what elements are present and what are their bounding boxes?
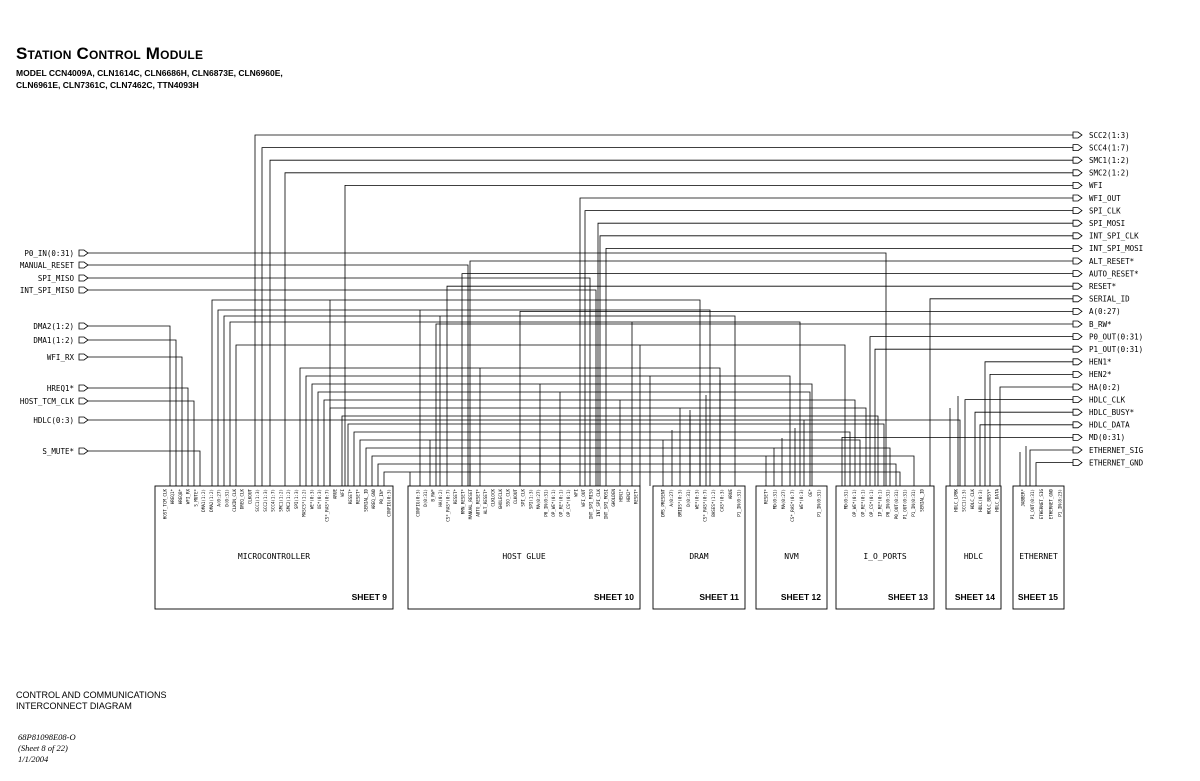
- wire: [985, 362, 1073, 486]
- left-signal-spi-miso: [38, 274, 88, 283]
- wire: [842, 437, 1073, 486]
- wire: [88, 340, 176, 486]
- wire: [930, 299, 1073, 486]
- signal-label: WFI: [1089, 181, 1103, 191]
- signal-label: DMA1(1:2): [33, 335, 74, 345]
- wire: [580, 198, 1073, 486]
- wire: [312, 384, 812, 486]
- wire: [88, 326, 170, 486]
- right-signal-p1-out-0-31: [1073, 345, 1143, 354]
- wire: [360, 440, 860, 486]
- block-nvm: [756, 486, 827, 609]
- doc-sheet: (Sheet 8 of 22): [18, 743, 68, 753]
- pin-label: MASCS*(1:2): [301, 489, 307, 517]
- offpage-connector-icon: [79, 417, 88, 423]
- signal-label: INT_SPI_MOSI: [1089, 244, 1144, 254]
- block-name: ETHERNET: [1019, 552, 1058, 561]
- left-signal-hreq1: [47, 384, 88, 393]
- wire: [88, 265, 468, 486]
- right-signal-alt-reset: [1073, 257, 1134, 266]
- wire: [88, 420, 960, 486]
- pin-label: P0_OUT(0:31): [894, 489, 900, 520]
- right-signal-smc2-1-2: [1073, 169, 1130, 178]
- pin-label: HDLC_DATA: [994, 489, 1000, 512]
- pin-label: MD(0:31): [843, 489, 849, 510]
- offpage-connector-icon: [1073, 434, 1082, 440]
- offpage-connector-icon: [1073, 447, 1082, 453]
- left-connector-layer: [20, 249, 88, 456]
- pin-label: RESET*: [355, 489, 361, 505]
- pin-label: P1_OUT(0:31): [902, 489, 908, 520]
- offpage-connector-icon: [1073, 170, 1082, 176]
- pin-label: AUTO_RESET*: [475, 489, 481, 517]
- pin-label: CS*_RAS*(0:7): [702, 489, 708, 522]
- right-signal-b-rw: [1073, 320, 1112, 329]
- pin-label: HDLC_CLK: [969, 489, 975, 510]
- caption-line-1: CONTROL AND COMMUNICATIONS: [16, 690, 167, 700]
- wire: [470, 261, 1073, 486]
- pin-label: HREQ1*: [170, 489, 176, 505]
- pin-label: WFI: [340, 489, 346, 497]
- right-signal-hdlc-data: [1073, 421, 1130, 430]
- right-signal-spi-mosi: [1073, 219, 1125, 228]
- offpage-connector-icon: [1073, 157, 1082, 163]
- block-layer: [155, 486, 1064, 609]
- signal-label: HDLC_BUSY*: [1089, 408, 1135, 417]
- signal-label: AUTO_RESET*: [1089, 269, 1139, 279]
- wire: [218, 310, 710, 486]
- pin-label: OP_CS*(0:1): [565, 489, 571, 517]
- pin-label: CONFIG(0:3): [386, 489, 392, 517]
- pin-label: MANUAL_RESET: [468, 489, 474, 520]
- offpage-connector-icon: [1073, 283, 1082, 289]
- wire: [990, 374, 1073, 486]
- pin-label: CS*_RAS*(0:7): [324, 489, 330, 522]
- wire: [324, 400, 855, 486]
- pin-label: GHOLECLK: [498, 489, 504, 510]
- signal-label: SERIAL_ID: [1089, 294, 1130, 304]
- sheet-label: SHEET 12: [780, 592, 821, 602]
- wire: [1000, 387, 1073, 486]
- pin-label: INT_SPI_CLK: [595, 489, 601, 517]
- signal-label: WFI_OUT: [1089, 193, 1121, 203]
- left-signal-manual-reset: [20, 261, 88, 270]
- pin-label: CLKLOCK: [490, 489, 496, 507]
- signal-label: S_MUTE*: [42, 446, 74, 456]
- offpage-connector-icon: [1073, 346, 1082, 352]
- signal-label: SPI_MOSI: [1089, 219, 1126, 228]
- pin-label: SCC4(1:7): [270, 489, 276, 512]
- block-ethernet: [1013, 486, 1064, 609]
- right-signal-a-0-27: [1073, 307, 1121, 316]
- block-name: HOST GLUE: [502, 552, 546, 561]
- wire: [372, 456, 914, 486]
- wire: [378, 464, 896, 486]
- offpage-connector-icon: [1073, 208, 1082, 214]
- offpage-connector-icon: [1073, 182, 1082, 188]
- left-signal-host-tcm-clk: [20, 397, 88, 406]
- pin-label: P1_OUT(0:31): [1029, 489, 1035, 520]
- pin-label: CLKOUT: [247, 489, 253, 505]
- sheet-label: SHEET 14: [954, 592, 995, 602]
- signal-label: SCC4(1:7): [1089, 143, 1130, 153]
- wire: [88, 388, 188, 486]
- offpage-connector-icon: [1073, 422, 1082, 428]
- signal-label: SPI_CLK: [1089, 206, 1121, 216]
- block-dram: [653, 486, 745, 609]
- pin-label: SMC1(1:2): [278, 489, 284, 512]
- pin-label: CS*_RAS*(0:7): [790, 489, 796, 522]
- offpage-connector-icon: [1073, 321, 1082, 327]
- pin-label: SCC1(1:3): [255, 489, 261, 512]
- model-list-line-1: MODEL CCN4009A, CLN1614C, CLN6686H, CLN6873E, CLN6960E,: [16, 68, 283, 78]
- pin-label: OP_WE*(0:1): [851, 489, 857, 517]
- pin-label: P0_IN(0:31): [543, 489, 549, 517]
- pin-label: WE*(0:3): [799, 489, 804, 510]
- pin-label: DMA2(1:2): [208, 489, 214, 512]
- left-signal-wfi-rx: [47, 353, 88, 362]
- right-signal-hen2: [1073, 370, 1112, 379]
- offpage-connector-icon: [79, 323, 88, 329]
- left-signal-p0-in-0-31: [24, 249, 88, 258]
- block-name: I_O_PORTS: [863, 552, 907, 561]
- pin-label: SERIAL_ID: [919, 489, 925, 512]
- pin-label: P0_IN*: [378, 489, 384, 505]
- wire: [300, 368, 720, 486]
- offpage-connector-icon: [1073, 145, 1082, 151]
- signal-label: SMC2(1:2): [1089, 168, 1130, 178]
- offpage-connector-icon: [79, 354, 88, 360]
- sheet-label: SHEET 11: [699, 592, 739, 602]
- signal-label: B_RW*: [1089, 319, 1112, 329]
- signal-label: DMA2(1:2): [33, 321, 74, 331]
- signal-label: HEN1*: [1089, 357, 1112, 367]
- offpage-connector-icon: [1073, 271, 1082, 277]
- wire: [88, 401, 194, 486]
- pin-label: INT_SPI_MISO: [588, 489, 594, 520]
- pin-label: HDLC(0:3): [978, 489, 984, 512]
- pin-label: RESET*: [633, 489, 639, 505]
- pin-label: P1_IN(0:31): [816, 489, 822, 517]
- wire: [462, 274, 1073, 486]
- wire: [1030, 450, 1073, 486]
- pin-label: MD(0:31): [772, 489, 778, 510]
- block-i-o-ports: [836, 486, 934, 609]
- pin-label: WFI: [573, 489, 579, 497]
- block-name: DRAM: [689, 552, 709, 561]
- offpage-connector-icon: [1073, 460, 1082, 466]
- sheet-label: SHEET 15: [1017, 592, 1058, 602]
- wire: [345, 185, 1073, 486]
- pin-label: HEN1*: [618, 489, 624, 502]
- pin-label: RESET*: [347, 489, 353, 505]
- block-name: NVM: [784, 552, 799, 561]
- offpage-connector-icon: [79, 262, 88, 268]
- pin-label: HOST_TCM_CLK: [162, 489, 168, 520]
- pin-label: S_MUTE*: [193, 489, 199, 507]
- pin-label: WFI_RX: [185, 489, 191, 505]
- pin-label: IP_RE*(0:1): [877, 489, 883, 517]
- pin-label: CS*_RAS*(0:7): [445, 489, 451, 522]
- right-signal-hen1: [1073, 358, 1112, 367]
- pin-label: D(0:31): [224, 489, 230, 507]
- right-signal-scc2-1-3: [1073, 131, 1130, 140]
- left-signal-dma2-1-2: [33, 322, 88, 331]
- wire: [875, 349, 1073, 486]
- pin-label: P1_IN(8:23): [1057, 489, 1063, 517]
- right-signal-wfi-out: [1073, 194, 1121, 203]
- right-signal-int-spi-clk: [1073, 232, 1139, 241]
- pin-label: OP_RE*(0:1): [558, 489, 564, 517]
- pin-label: SCC1(1:3): [961, 489, 967, 512]
- offpage-connector-icon: [79, 385, 88, 391]
- wire: [436, 324, 1073, 486]
- pin-label: HDLC_LPBK: [953, 489, 959, 512]
- right-signal-scc4-1-7: [1073, 143, 1130, 152]
- pin-label: P1_IN(0:31): [736, 489, 742, 517]
- right-signal-wfi: [1073, 181, 1103, 190]
- right-signal-auto-reset: [1073, 269, 1139, 278]
- pin-label: ARUE: [728, 489, 734, 500]
- wire: [88, 451, 200, 486]
- offpage-connector-icon: [1073, 220, 1082, 226]
- pin-label: DREQ_CLK: [239, 489, 245, 510]
- doc-number: 68P81098E08-O: [18, 732, 76, 742]
- pin-label: WE*(0:3): [309, 489, 315, 510]
- wire: [980, 425, 1073, 486]
- pin-label: CLKOUT: [513, 489, 519, 505]
- model-list-line-2: CLN6961E, CLN7361C, CLN7462C, TTN4093H: [16, 80, 199, 90]
- pin-label: WE*(0:3): [694, 489, 700, 510]
- signal-label: P0_OUT(0:31): [1089, 332, 1144, 342]
- pin-label: OP_RE*(0:1): [860, 489, 866, 517]
- wire: [606, 248, 1073, 486]
- pin-label: OE*(0:3): [317, 489, 322, 510]
- pin-label: HDLC_BUSY*: [986, 489, 992, 515]
- signal-label: ALT_RESET*: [1089, 256, 1135, 266]
- right-signal-int-spi-mosi: [1073, 244, 1143, 253]
- signal-label: HDLC_DATA: [1089, 420, 1130, 430]
- pin-label: HA(0:2): [438, 489, 444, 507]
- pin-label: SCC2(1:3): [262, 489, 268, 512]
- pin-label: D(0:31): [423, 489, 428, 507]
- pin-label: ETHERNET_GND: [1048, 489, 1054, 520]
- pin-label: CLKIN_CLK: [232, 489, 237, 512]
- pin-label: ARUE: [332, 489, 338, 500]
- offpage-connector-icon: [79, 448, 88, 454]
- pin-label: SERIAL_ID: [363, 489, 369, 512]
- pin-label: WFI_OUT: [580, 489, 586, 507]
- right-connector-layer: [1073, 131, 1144, 468]
- pin-label: OP_WE*(0:1): [550, 489, 556, 517]
- pin-label: JABBER*: [1020, 489, 1026, 507]
- signal-label: HDLC_CLK: [1089, 395, 1126, 405]
- diagram-caption: [16, 690, 216, 712]
- signal-label: HDLC(0:3): [33, 415, 74, 425]
- pin-label: A(0:27): [216, 489, 222, 507]
- offpage-connector-icon: [1073, 359, 1082, 365]
- offpage-connector-icon: [1073, 296, 1082, 302]
- pin-label: MA(0:27): [535, 489, 541, 510]
- pin-label: RESET*: [453, 489, 459, 505]
- offpage-connector-icon: [1073, 384, 1082, 390]
- signal-label: HA(0:2): [1089, 382, 1121, 392]
- offpage-connector-icon: [1073, 397, 1082, 403]
- sheet-label: SHEET 10: [593, 592, 634, 602]
- right-signal-ha-0-2: [1073, 383, 1121, 392]
- right-signal-md-0-31: [1073, 433, 1125, 442]
- pin-label: MA(0:27): [781, 489, 787, 510]
- pin-label: ALT_RESET*: [483, 489, 489, 515]
- pin-label: AREQ_GND: [371, 489, 377, 510]
- pin-label: ETHERNET_SIG: [1039, 489, 1044, 520]
- offpage-connector-icon: [1073, 195, 1082, 201]
- right-signal-hdlc-clk: [1073, 395, 1126, 404]
- sheet-label: SHEET 13: [887, 592, 928, 602]
- block-name: MICROCONTROLLER: [237, 552, 311, 561]
- left-signal-int-spi-miso: [20, 286, 88, 295]
- wire: [236, 345, 845, 486]
- left-signal-s-mute: [42, 447, 88, 456]
- wire: [88, 253, 886, 486]
- offpage-connector-icon: [1073, 334, 1082, 340]
- wire: [598, 223, 1073, 486]
- pin-label: B_RW*: [430, 489, 436, 502]
- wire: [1036, 463, 1073, 486]
- pin-label: D(0:31): [685, 489, 691, 507]
- pin-label: GHOLDEN: [610, 489, 616, 507]
- offpage-connector-icon: [1073, 308, 1082, 314]
- signal-label: MD(0:31): [1089, 433, 1126, 443]
- offpage-connector-icon: [1073, 258, 1082, 264]
- right-signal-ethernet-gnd: [1073, 458, 1144, 467]
- wire: [870, 337, 1073, 486]
- signal-label: ETHERNET_GND: [1089, 458, 1144, 468]
- pin-label: HREQB*: [177, 489, 183, 505]
- offpage-connector-icon: [79, 275, 88, 281]
- pin-label: OP_CS*(0:1): [868, 489, 874, 517]
- right-signal-p0-out-0-31: [1073, 332, 1143, 341]
- left-signal-hdlc-0-3: [33, 416, 88, 425]
- block-name: HDLC: [963, 552, 984, 561]
- right-signal-spi-clk: [1073, 206, 1121, 215]
- offpage-connector-icon: [79, 337, 88, 343]
- sheet-label: SHEET 9: [351, 592, 387, 602]
- offpage-connector-icon: [79, 398, 88, 404]
- pin-label: CONFIG(0:3): [415, 489, 421, 517]
- pin-label: OE*: [807, 489, 813, 497]
- pin-label: BASES*(1:2): [711, 489, 717, 517]
- offpage-connector-icon: [79, 287, 88, 293]
- block-hdlc: [946, 486, 1001, 609]
- block-microcontroller: [155, 486, 393, 609]
- diagram-title: Station Control Module: [16, 44, 204, 63]
- signal-label: SPI_MISO: [37, 273, 74, 283]
- offpage-connector-icon: [1073, 409, 1082, 415]
- wire: [342, 416, 878, 486]
- offpage-connector-icon: [1073, 371, 1082, 377]
- pin-label: P1_IN(0:31): [911, 489, 917, 517]
- pin-label: A(0:27): [668, 489, 674, 507]
- pin-label: INT_SPI_MOSI: [603, 489, 609, 520]
- offpage-connector-icon: [1073, 233, 1082, 239]
- block-host-glue: [408, 486, 640, 609]
- signal-label: INT_SPI_MISO: [19, 285, 74, 295]
- signal-label: RESET*: [1089, 282, 1117, 291]
- signal-label: HOST_TCM_CLK: [19, 396, 74, 406]
- wire: [224, 316, 735, 486]
- wire-layer: [88, 135, 1073, 486]
- caption-line-2: INTERCONNECT DIAGRAM: [16, 701, 132, 711]
- pin-label: BMIDS*(0:3): [677, 489, 683, 517]
- signal-label: WFI_RX: [46, 352, 74, 362]
- signal-label: MANUAL_RESET: [19, 260, 74, 270]
- pin-label: DMA1(1:2): [201, 489, 207, 512]
- signal-label: HREQ1*: [46, 383, 74, 393]
- pin-label: DMS_PRESENT: [660, 489, 666, 517]
- signal-label: INT_SPI_CLK: [1089, 231, 1139, 241]
- document-reference: [18, 732, 76, 765]
- right-signal-ethernet-sig: [1073, 446, 1144, 455]
- pin-label: HEN2*: [626, 489, 631, 502]
- pin-label: RMN_RESET*: [460, 489, 466, 515]
- wire: [366, 448, 890, 486]
- pin-label: SMC2(1:2): [286, 489, 292, 512]
- right-signal-reset: [1073, 282, 1116, 291]
- signal-label: SMC1(1:2): [1089, 156, 1130, 165]
- right-signal-hdlc-busy: [1073, 408, 1134, 417]
- signal-label: SCC2(1:3): [1089, 130, 1130, 140]
- wire: [384, 472, 900, 486]
- wire: [88, 278, 590, 486]
- signal-label: ETHERNET_SIG: [1089, 445, 1144, 455]
- signal-label: HEN2*: [1089, 370, 1112, 380]
- signal-label: P0_IN(0:31): [24, 248, 74, 258]
- right-signal-serial-id: [1073, 295, 1130, 304]
- pin-label: CAS*(0:3): [719, 489, 725, 512]
- offpage-connector-icon: [1073, 245, 1082, 251]
- offpage-connector-icon: [1073, 132, 1082, 138]
- offpage-connector-icon: [79, 250, 88, 256]
- wire: [306, 376, 790, 486]
- doc-date: 1/1/2004: [18, 754, 49, 764]
- pin-label: SPI_CLK: [520, 489, 526, 507]
- pin-label: SSO_CLK: [505, 489, 511, 507]
- wire: [230, 322, 800, 486]
- pin-label: SPI(1:3): [528, 489, 534, 510]
- pin-label: RESET*: [763, 489, 769, 505]
- pin-label: P0_IN(0:31): [885, 489, 891, 517]
- wire: [285, 173, 1073, 486]
- signal-label: P1_OUT(0:31): [1089, 345, 1144, 354]
- left-signal-dma1-1-2: [33, 336, 88, 345]
- wire: [88, 357, 182, 486]
- right-signal-smc1-1-2: [1073, 156, 1130, 165]
- signal-label: A(0:27): [1089, 307, 1121, 317]
- pin-label: SPI(1:3): [293, 489, 299, 510]
